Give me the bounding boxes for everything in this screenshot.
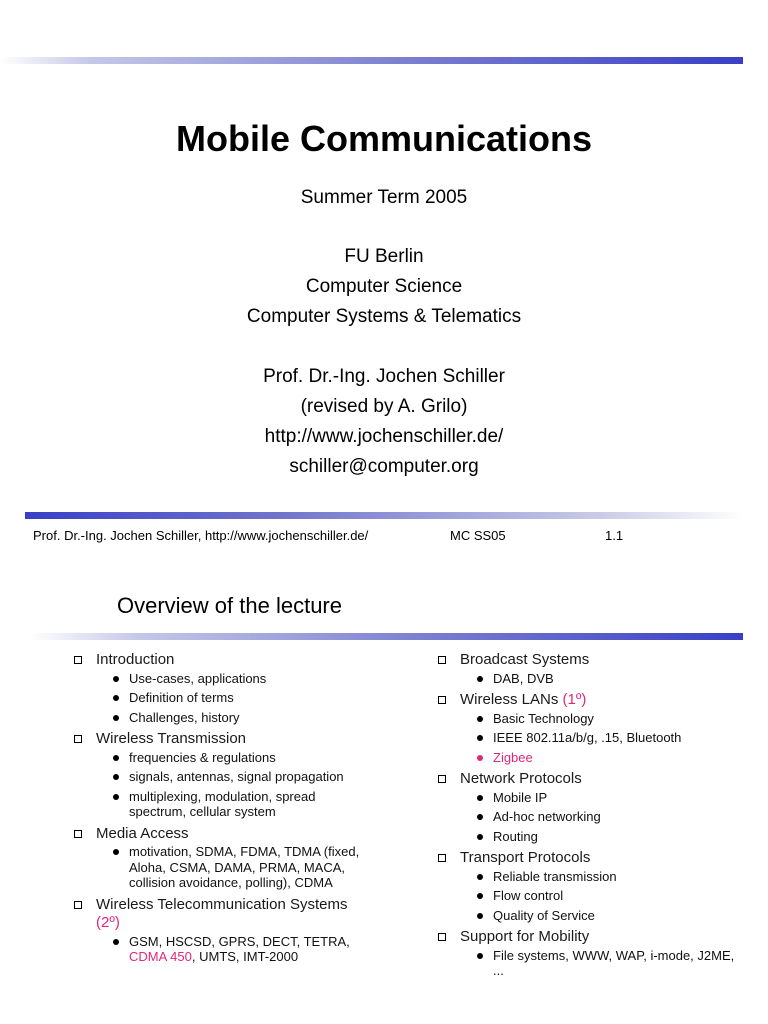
- overview-right-column: [438, 651, 738, 984]
- subtopic-item: Ad-hoc networking: [460, 809, 738, 825]
- subtopic-item: IEEE 802.11a/b/g, .15, Bluetooth: [460, 730, 738, 746]
- dot-bullet-icon: [113, 774, 119, 780]
- author-name: Prof. Dr.-Ing. Jochen Schiller: [263, 366, 505, 387]
- subtopic-item: Challenges, history: [96, 710, 374, 726]
- topic-note: (1º): [562, 691, 587, 708]
- dot-bullet-icon: [113, 695, 119, 701]
- subtopic-item: Use-cases, applications: [96, 671, 374, 687]
- institution-line-1: FU Berlin: [344, 246, 424, 267]
- subtopic-item: signals, antennas, signal propagation: [96, 769, 374, 785]
- dot-bullet-icon: [477, 716, 483, 722]
- square-bullet-icon: [438, 854, 446, 862]
- overview-left-column: [74, 651, 374, 970]
- subtopic-item: frequencies & regulations: [96, 750, 374, 766]
- square-bullet-icon: [74, 901, 82, 909]
- square-bullet-icon: [438, 656, 446, 664]
- topic-label: Network Protocols: [460, 770, 582, 787]
- topic-note: (2º): [96, 914, 120, 931]
- subtopic-item: DAB, DVB: [460, 671, 738, 687]
- dot-bullet-icon: [477, 795, 483, 801]
- dot-bullet-icon: [477, 913, 483, 919]
- slide-title: Mobile Communications: [175, 118, 593, 159]
- dot-bullet-icon: [477, 834, 483, 840]
- footer-author: Prof. Dr.-Ing. Jochen Schiller, http://www.jochenschiller.de/: [33, 528, 369, 543]
- dot-bullet-icon: [113, 794, 119, 800]
- dot-bullet-icon: [477, 676, 483, 682]
- topic-wireless-lans: [438, 691, 738, 770]
- author-reviser: (revised by A. Grilo): [300, 396, 468, 417]
- dot-bullet-icon: [113, 939, 119, 945]
- subtopic-item: Flow control: [460, 888, 738, 904]
- topic-transport-protocols: [438, 849, 738, 928]
- footer-course: MC SS05: [450, 528, 506, 543]
- dot-bullet-icon: [477, 893, 483, 899]
- subtopic-item: Routing: [460, 829, 738, 845]
- square-bullet-icon: [438, 775, 446, 783]
- section-gradient-rule: [30, 633, 743, 640]
- topic-wireless-transmission: [74, 730, 374, 825]
- subtopic-item: Reliable transmission: [460, 869, 738, 885]
- subtopic-item: Definition of terms: [96, 690, 374, 706]
- top-gradient-rule: [0, 57, 743, 64]
- author-url: http://www.jochenschiller.de/: [264, 426, 504, 447]
- dot-bullet-icon: [113, 715, 119, 721]
- topic-wireless-telecom: [74, 896, 374, 970]
- dot-bullet-icon: [477, 755, 483, 761]
- subtopic-item: Basic Technology: [460, 711, 738, 727]
- footer-gradient-rule: [25, 512, 743, 519]
- dot-bullet-icon: [113, 676, 119, 682]
- square-bullet-icon: [438, 696, 446, 704]
- subtopic-item: multiplexing, modulation, spread spectrum, cellular system: [96, 789, 374, 820]
- institution-line-3: Computer Systems & Telematics: [246, 306, 522, 327]
- subtopic-item: Quality of Service: [460, 908, 738, 924]
- square-bullet-icon: [74, 656, 82, 664]
- topic-label: Support for Mobility: [460, 928, 590, 945]
- dot-bullet-icon: [477, 814, 483, 820]
- institution-block: [0, 242, 768, 332]
- square-bullet-icon: [74, 735, 82, 743]
- author-email: schiller@computer.org: [289, 456, 479, 477]
- subtopic-item-highlight: Zigbee: [460, 750, 738, 766]
- topic-label: Transport Protocols: [460, 849, 591, 866]
- topic-label: Wireless Transmission: [96, 730, 247, 747]
- section-heading: Overview of the lecture: [117, 593, 342, 618]
- subtopic-item: File systems, WWW, WAP, i-mode, J2ME, ...: [460, 948, 738, 979]
- dot-bullet-icon: [113, 755, 119, 761]
- topic-support-mobility: [438, 928, 738, 984]
- subtopic-item: motivation, SDMA, FDMA, TDMA (fixed, Aloha, CSMA, DAMA, PRMA, MACA, collision avoidance, polling), CDMA: [96, 844, 374, 891]
- topic-label: Introduction: [96, 651, 175, 668]
- footer-slide-number: 1.1: [605, 528, 624, 543]
- topic-label: Wireless LANs (1º): [460, 691, 587, 708]
- term-line: Summer Term 2005: [300, 187, 468, 208]
- topic-label: Media Access: [96, 824, 189, 842]
- subtopic-item: GSM, HSCSD, GPRS, DECT, TETRA, CDMA 450, UMTS, IMT-2000: [96, 934, 374, 965]
- dot-bullet-icon: [477, 735, 483, 741]
- topic-introduction: [74, 651, 374, 730]
- dot-bullet-icon: [477, 874, 483, 880]
- topic-label: Broadcast Systems: [460, 651, 590, 668]
- subtopic-item: Mobile IP: [460, 790, 738, 806]
- dot-bullet-icon: [113, 849, 119, 855]
- dot-bullet-icon: [477, 953, 483, 959]
- square-bullet-icon: [438, 933, 446, 941]
- topic-media-access: [74, 825, 374, 896]
- topic-network-protocols: [438, 770, 738, 849]
- institution-line-2: Computer Science: [305, 276, 463, 297]
- topic-label: Wireless Telecommunication Systems (2º): [96, 895, 348, 931]
- author-block: [0, 362, 768, 482]
- topic-broadcast: [438, 651, 738, 691]
- square-bullet-icon: [74, 830, 82, 838]
- highlight-cdma450: CDMA 450: [129, 949, 192, 964]
